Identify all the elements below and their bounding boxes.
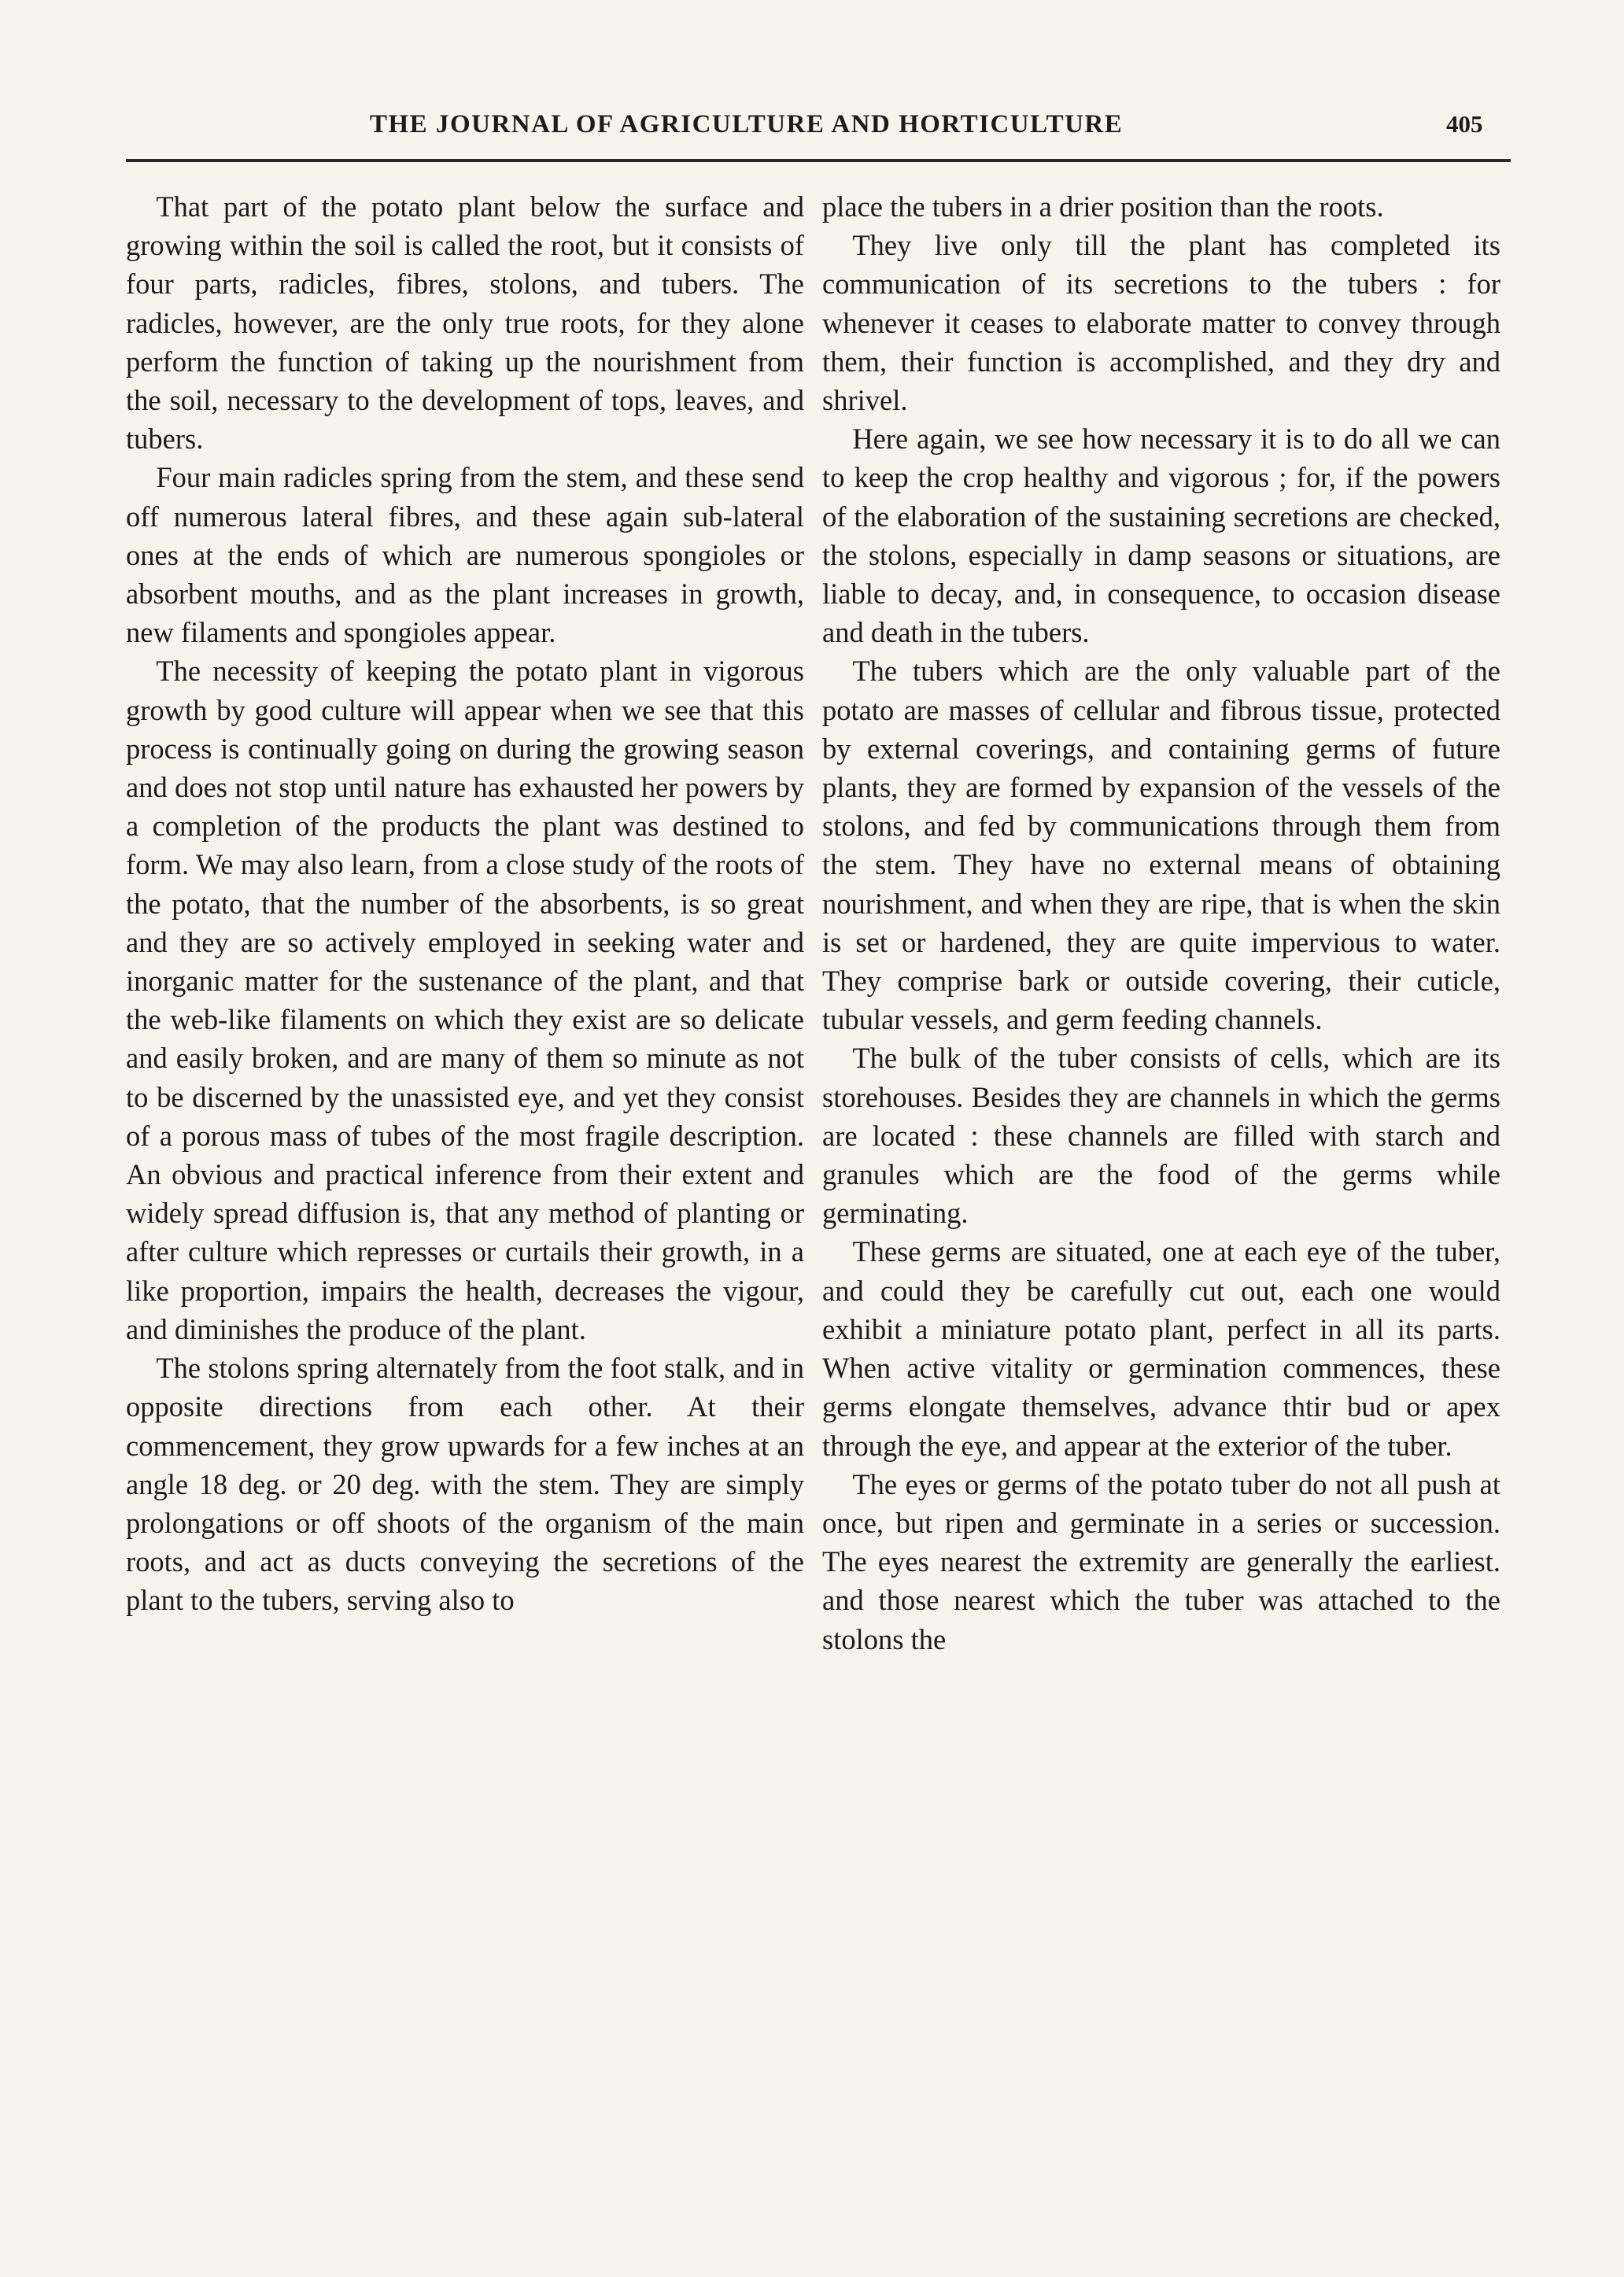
- left-column: [126, 187, 804, 1620]
- paragraph-eyes: The eyes or germs of the potato tuber do not all push at once, but ripen and germinate in a series or succession. The eyes nearest the extremity are generally the earliest. and those nearest which the tuber was attached to the stolons the: [822, 1467, 1500, 1655]
- paragraph-tuber-cells: The bulk of the tuber consists of cells, which are its storehouses. Besides they are channels in which the germs are located : these channels are filled with starch and granules which are the food of the germs while germinating.: [822, 1042, 1500, 1230]
- right-column: [822, 187, 1500, 1659]
- paragraph-tubers: The tubers which are the only valuable part of the potato are masses of cellular and fibrous tissue, protected by external coverings, and containing germs of future plants, they are formed by expansion of the vessels of the stolons, and fed by communications through them from the stem. They have no external means of obtaining nourishment, and when they are ripe, that is when the skin is set or hardened, they are quite impervious to water. They comprise bark or outside covering, their cuticle, tubular vessels, and germ feeding channels.: [822, 655, 1500, 1036]
- journal-running-head: THE JOURNAL OF AGRICULTURE AND HORTICULTURE: [370, 110, 1124, 138]
- paragraph-germs: These germs are situated, one at each eye of the tuber, and could they be carefully cut out, each one would exhibit a miniature potato plant, perfect in all its parts. When active vitality or germination commences, these germs elongate themselves, advance thtir bud or apex through the eye, and appear at the exterior of the tuber.: [822, 1235, 1500, 1462]
- paragraph-crop-health: Here again, we see how necessary it is to do all we can to keep the crop healthy and vigorous ; for, if the powers of the elaboration of the sustaining secretions are checked, the stolons, especially in damp seasons or situations, are liable to decay, and, in consequence, to occasion disease and death in the tubers.: [822, 423, 1500, 649]
- paragraph-stolons-continued: place the tubers in a drier position than the roots.: [822, 190, 1384, 223]
- paragraph-root-parts: That part of the potato plant below the surface and growing within the soil is called the root, but it consists of four parts, radicles, fibres, stolons, and tubers. The radicles, however, are the only true roots, for they alone perform the function of taking up the nourishment from the soil, necessary to the development of tops, leaves, and tubers.: [126, 190, 804, 456]
- paragraph-stolons: The stolons spring alternately from the foot stalk, and in opposite directions from each other. At their commencement, they grow upwards for a few inches at an angle 18 deg. or 20 deg. with the stem. They are simply prolongations or off shoots of the organism of the main roots, and act as ducts conveying the secretions of the plant to the tubers, serving also to: [126, 1352, 804, 1617]
- header-rule: [126, 159, 1511, 162]
- paragraph-stolon-lifespan: They live only till the plant has completed its communication of its secretions to the tubers : for whenever it ceases to elaborate matter to convey through them, their function is accomplished, and they dry and shrivel.: [822, 229, 1500, 417]
- paragraph-radicles: Four main radicles spring from the stem, and these send off numerous lateral fibres, and these again sub-lateral ones at the ends of which are numerous spongioles or absorbent mouths, and as the plant increases in growth, new filaments and spongioles appear.: [126, 461, 804, 649]
- paragraph-vigorous-growth: The necessity of keeping the potato plant in vigorous growth by good culture will appear when we see that this process is continually going on during the growing season and does not stop until nature has exhausted her powers by a completion of the products the plant was destined to form. We may also learn, from a close study of the roots of the potato, that the number of the absorbents, is so great and they are so actively employed in seeking water and inorganic matter for the sustenance of the plant, and that the web-like filaments on which they exist are so delicate and easily broken, and are many of them so minute as not to be discerned by the unassisted eye, and yet they consist of a porous mass of tubes of the most fragile description. An obvious and practical inference from their extent and widely spread diffusion is, that any method of planting or after culture which represses or curtails their growth, in a like proportion, impairs the health, decreases the vigour, and diminishes the produce of the plant.: [126, 655, 804, 1345]
- page-number: 405: [1446, 110, 1483, 138]
